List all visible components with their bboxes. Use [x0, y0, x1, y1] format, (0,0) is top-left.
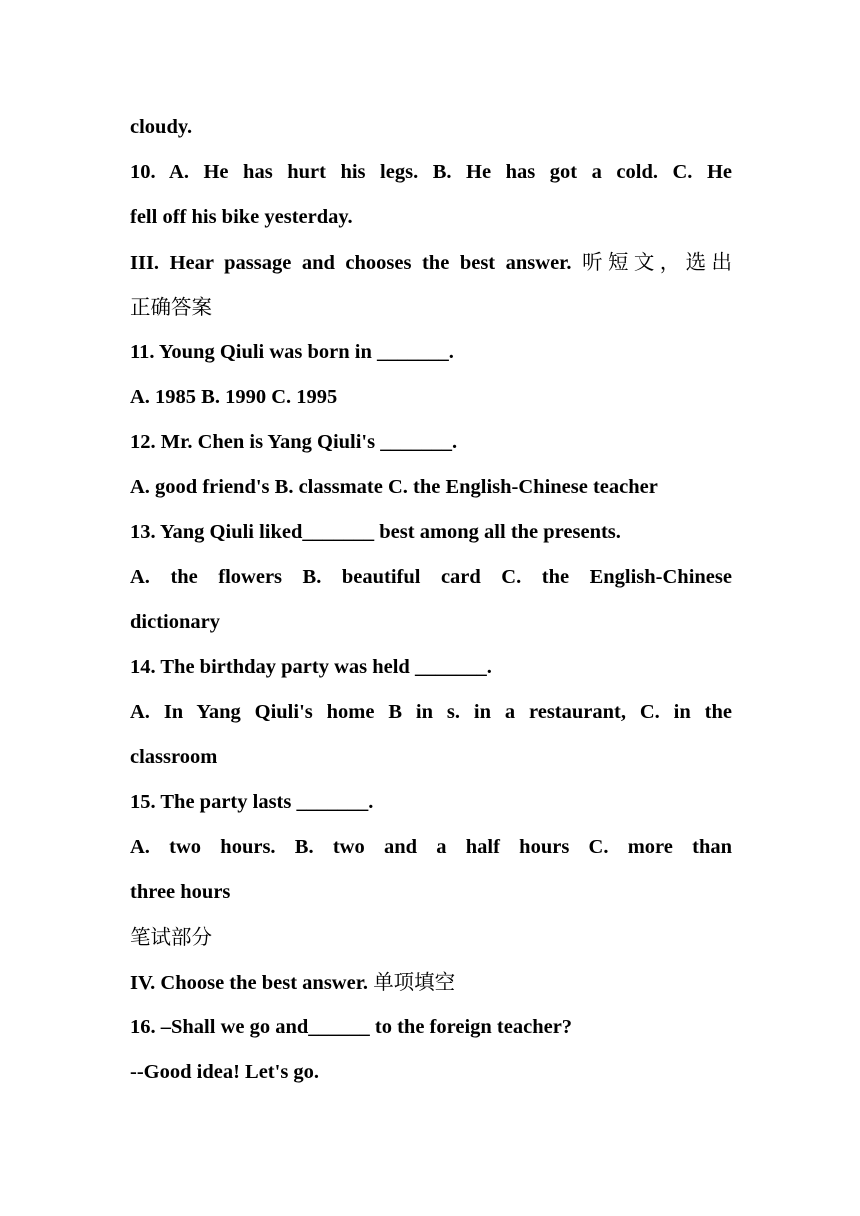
section-iv-title: IV. Choose the best answer. — [130, 972, 369, 994]
question-14-options: A. In Yang Qiuli's home B in s. in a restaurant, C. in the — [130, 701, 732, 723]
section-iii-chinese-title: 听短文，选出 — [582, 250, 733, 274]
question-10-options: 10. A. He has hurt his legs. B. He has got a cold. C. He — [130, 161, 732, 183]
question-13: 13. Yang Qiuli liked_______ best among all the presents. — [130, 521, 621, 543]
section-iii-heading — [130, 240, 732, 285]
question-16-reply: --Good idea! Let's go. — [130, 1061, 320, 1083]
question-16: 16. –Shall we go and______ to the foreign teacher? — [130, 1016, 573, 1038]
section-iv-heading — [130, 960, 732, 1005]
text-line: classroom — [130, 746, 218, 768]
question-11-options: A. 1985 B. 1990 C. 1995 — [130, 386, 338, 408]
text-line: cloudy. — [130, 116, 193, 138]
question-12: 12. Mr. Chen is Yang Qiuli's _______. — [130, 431, 458, 453]
section-iii-chinese-title-cont: 正确答案 — [130, 295, 212, 319]
text-line: fell off his bike yesterday. — [130, 206, 353, 228]
text-line: three hours — [130, 881, 231, 903]
question-11: 11. Young Qiuli was born in _______. — [130, 341, 454, 363]
section-iii-title: III. Hear passage and chooses the best answer. — [130, 252, 572, 274]
question-14: 14. The birthday party was held _______. — [130, 656, 492, 678]
written-part-heading: 笔试部分 — [130, 925, 212, 949]
exam-page — [130, 105, 732, 1095]
question-15-options: A. two hours. B. two and a half hours C. more than — [130, 836, 732, 858]
question-15: 15. The party lasts _______. — [130, 791, 374, 813]
text-line: dictionary — [130, 611, 220, 633]
question-12-options: A. good friend's B. classmate C. the English-Chinese teacher — [130, 476, 658, 498]
section-iv-chinese-title: 单项填空 — [373, 970, 456, 994]
question-13-options: A. the flowers B. beautiful card C. the English-Chinese — [130, 566, 732, 588]
